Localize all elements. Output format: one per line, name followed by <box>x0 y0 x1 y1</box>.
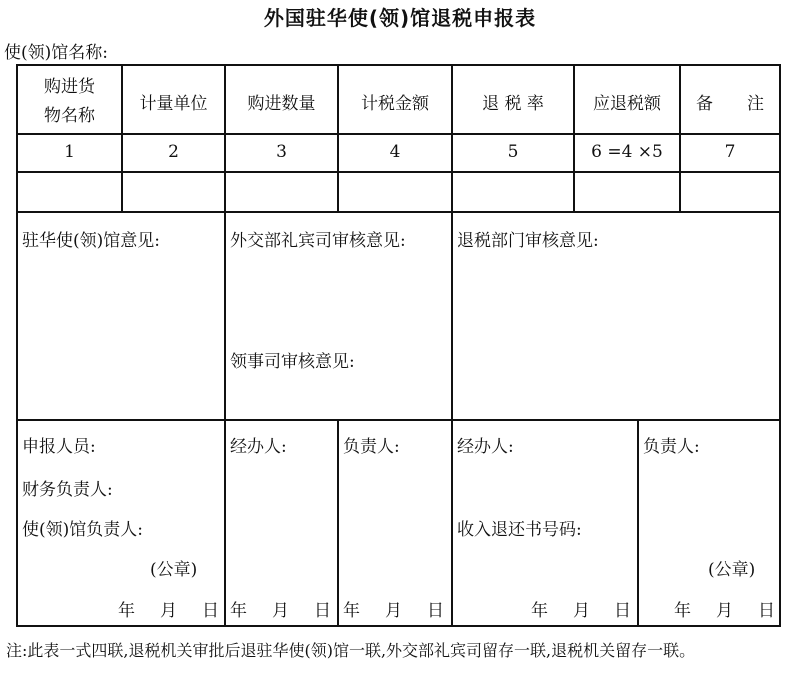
embassy-name-label: 使(领)馆名称: <box>4 43 108 63</box>
header-divider <box>16 133 780 135</box>
table-border-right <box>779 64 781 627</box>
date-day: 日 <box>314 601 331 621</box>
date-year: 年 <box>674 601 691 621</box>
col-number-1: 1 <box>64 142 75 162</box>
col-divider-1 <box>121 64 123 213</box>
form-title: 外国驻华使(领)馆退税申报表 <box>263 6 537 30</box>
tax-handler-label: 经办人: <box>457 437 514 457</box>
date-month: 月 <box>272 601 289 621</box>
date-day: 日 <box>202 601 219 621</box>
col-number-3: 3 <box>276 142 287 162</box>
header-quantity: 购进数量 <box>247 94 316 114</box>
col-divider-3 <box>337 64 339 213</box>
col-number-5: 5 <box>507 142 519 162</box>
embassy-opinion-label: 驻华使(领)馆意见: <box>22 231 160 251</box>
header-refund-amount: 应退税额 <box>593 94 661 114</box>
date-year: 年 <box>118 601 135 621</box>
col-divider-5 <box>573 64 575 213</box>
date-year: 年 <box>343 601 360 621</box>
date-year: 年 <box>230 601 247 621</box>
protocol-opinion-label: 外交部礼宾司审核意见: <box>230 231 406 251</box>
header-taxable-amount: 计税金额 <box>361 94 429 114</box>
embassy-head-label: 使(领)馆负责人: <box>22 520 143 540</box>
consular-opinion-label: 领事司审核意见: <box>230 352 355 372</box>
header-refund-rate: 退 税 率 <box>482 94 544 114</box>
protocol-handler-label: 经办人: <box>230 437 287 457</box>
col-divider-3-lower <box>337 419 339 627</box>
date-month: 月 <box>716 601 733 621</box>
date-month: 月 <box>160 601 177 621</box>
applicant-label: 申报人员: <box>22 437 96 457</box>
number-row-divider <box>16 171 780 173</box>
date-day: 日 <box>427 601 444 621</box>
date-month: 月 <box>385 601 402 621</box>
tax-seal-label: (公章) <box>708 560 756 580</box>
finance-head-label: 财务负责人: <box>22 480 113 500</box>
tax-responsible-label: 负责人: <box>643 437 700 457</box>
embassy-seal-label: (公章) <box>150 560 198 580</box>
col-divider-6 <box>679 64 681 213</box>
col-number-4: 4 <box>389 142 401 162</box>
col-number-6: 6 =4 ×5 <box>591 142 663 162</box>
footnote: 注:此表一式四联,退税机关审批后退驻华使(领)馆一联,外交部礼宾司留存一联,退税机关留存一联。 <box>6 641 696 660</box>
header-remarks: 备 注 <box>696 94 764 114</box>
header-goods-name-line2: 物名称 <box>44 106 95 126</box>
col-divider-lower-right <box>637 419 639 627</box>
table-border-top <box>16 64 780 66</box>
date-year: 年 <box>531 601 548 621</box>
col-number-2: 2 <box>168 142 179 162</box>
date-month: 月 <box>573 601 590 621</box>
receipt-number-label: 收入退还书号码: <box>457 520 582 540</box>
opinion-row-divider <box>16 419 780 421</box>
data-row-divider <box>16 211 780 213</box>
tax-dept-opinion-label: 退税部门审核意见: <box>457 231 599 251</box>
date-day: 日 <box>758 601 775 621</box>
date-day: 日 <box>614 601 631 621</box>
header-goods-name-line1: 购进货 <box>44 77 95 97</box>
col-number-7: 7 <box>724 142 736 162</box>
protocol-responsible-label: 负责人: <box>343 437 400 457</box>
header-unit: 计量单位 <box>139 94 208 114</box>
table-border-bottom <box>16 625 780 627</box>
